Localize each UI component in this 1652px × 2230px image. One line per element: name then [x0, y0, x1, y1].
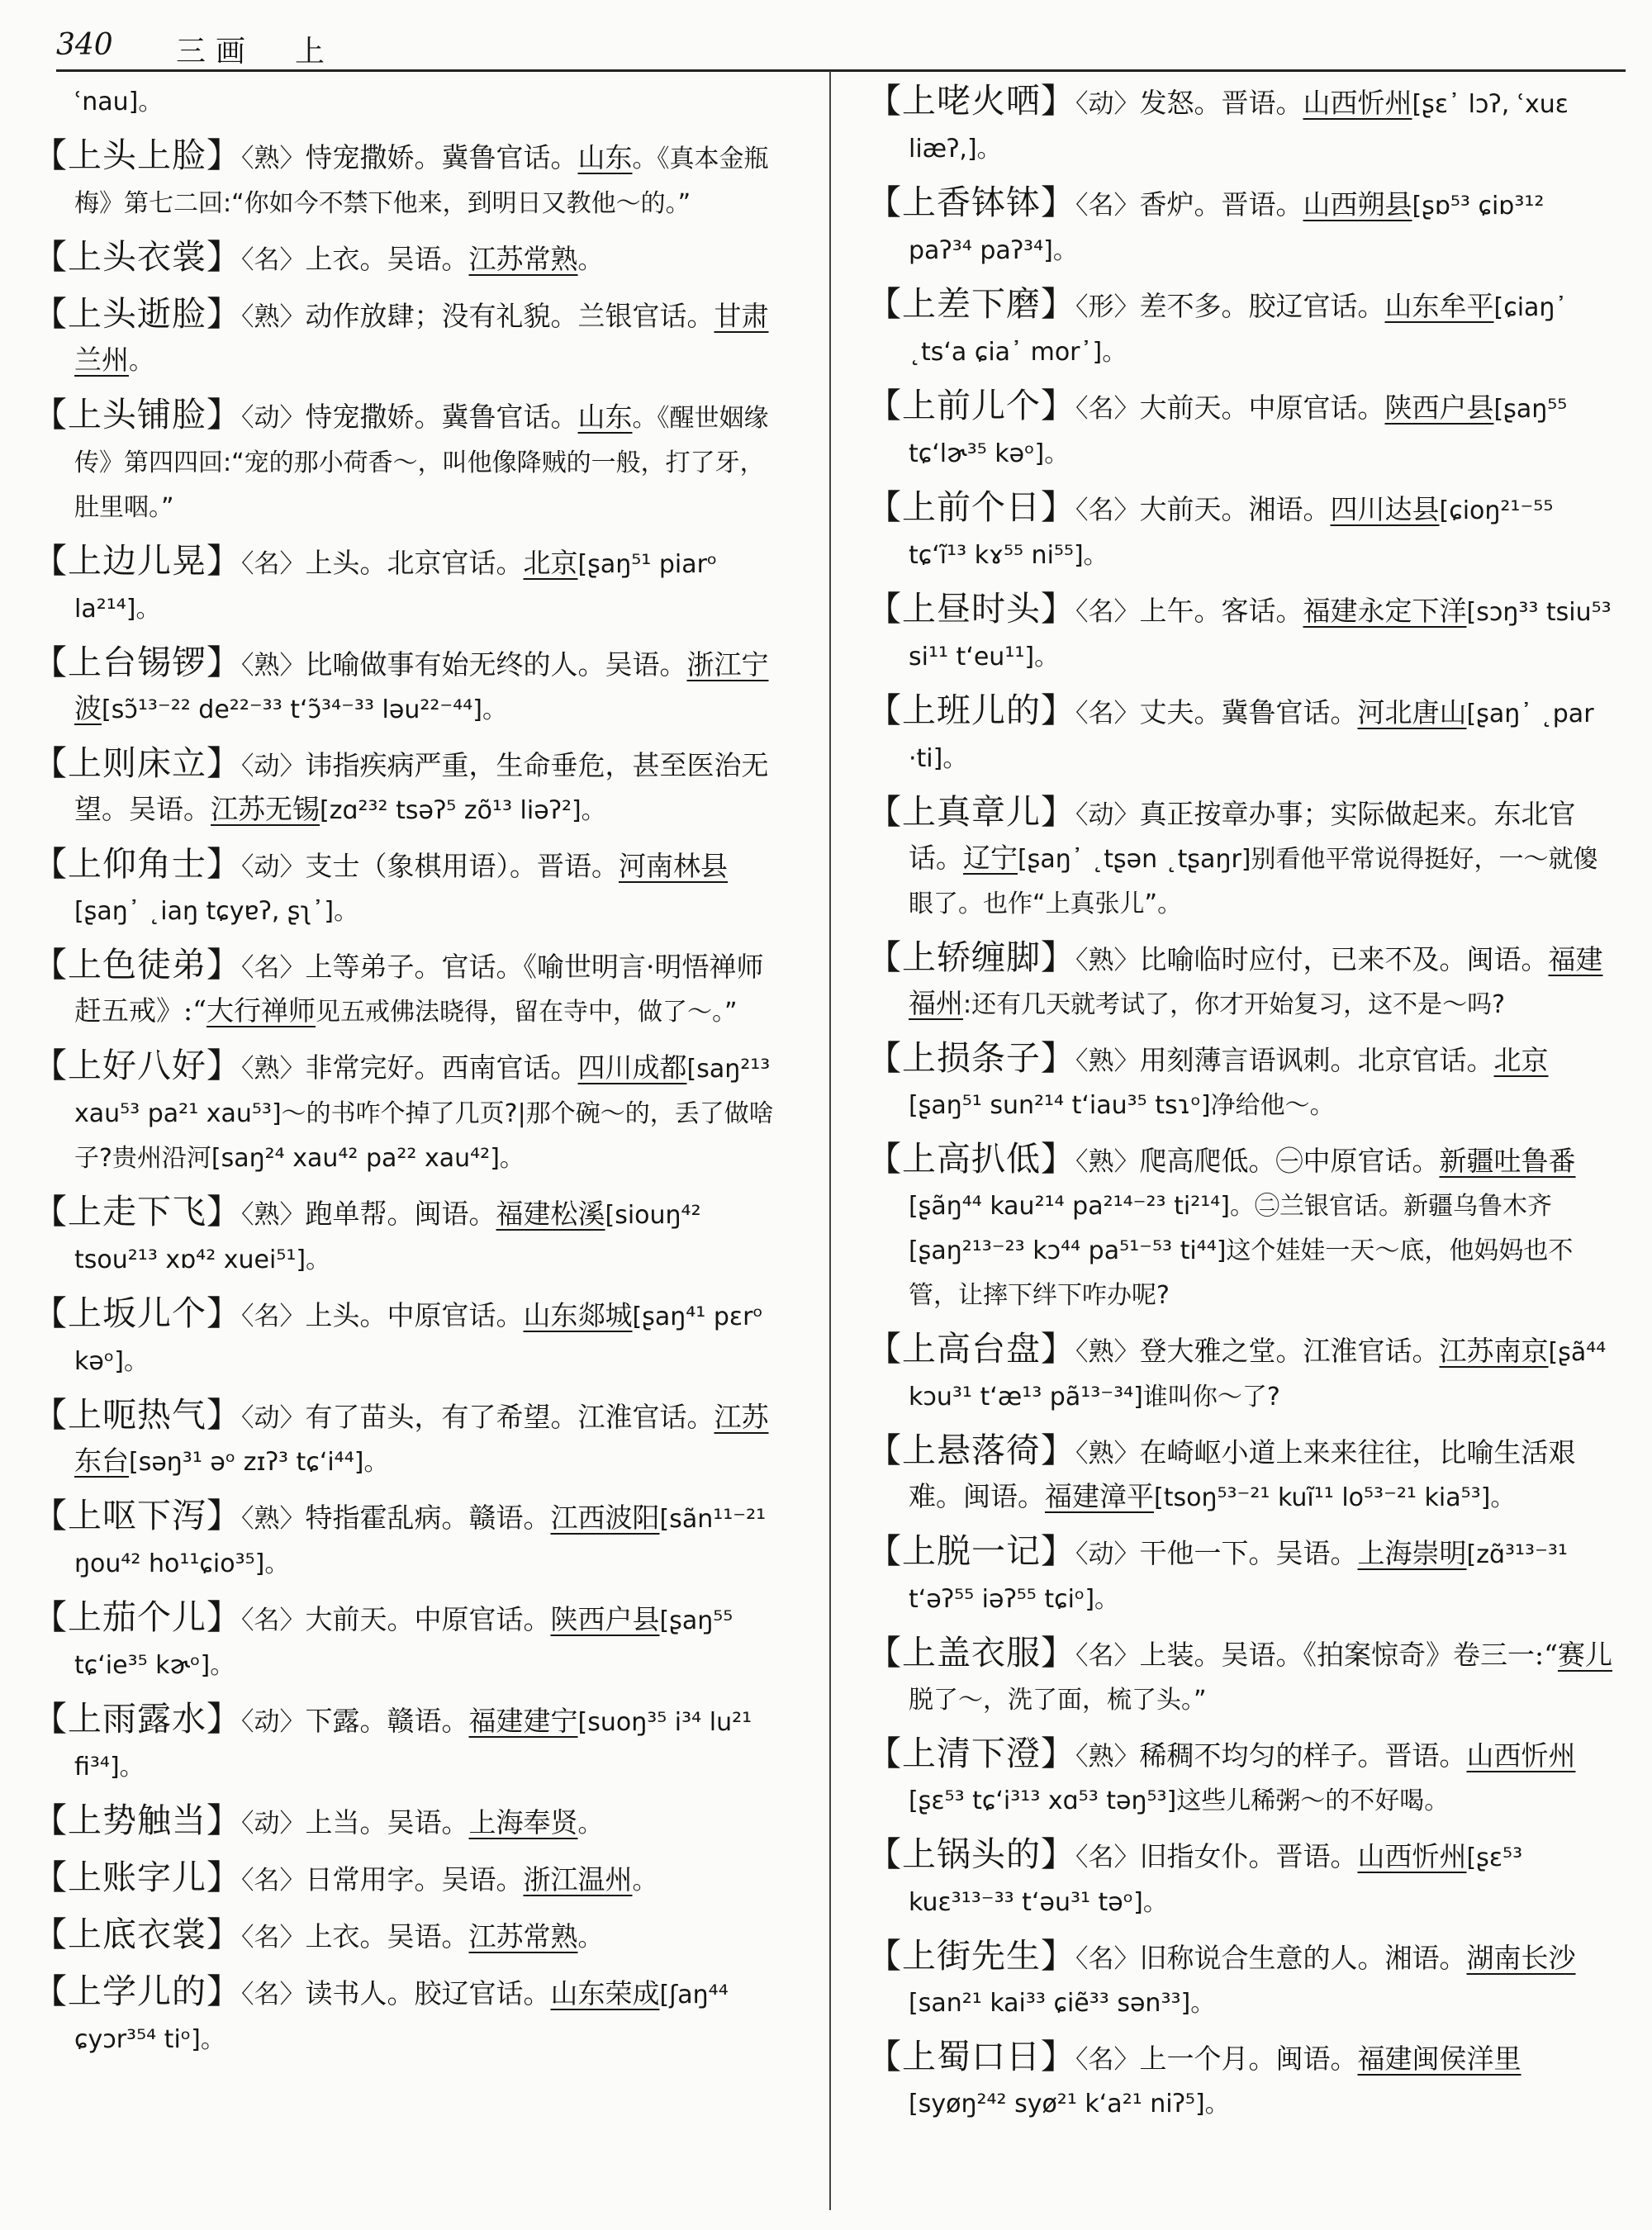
page-number: 340: [56, 28, 113, 62]
dictionary-entry: [33, 1697, 781, 1789]
entry-pos: 〈熟〉: [241, 1054, 306, 1084]
entry-pos: 〈名〉: [1075, 1944, 1140, 1974]
entry-place: 甘肃兰州: [74, 300, 769, 376]
entry-headword: 【上蜀口日】: [867, 2037, 1075, 2076]
entry-definition: 上等弟子。官话。《喻世明言·明悟禅师赶五戒》:“: [74, 951, 764, 1027]
section-title: 三画 上: [176, 35, 335, 69]
entry-pos: 〈动〉: [241, 1403, 306, 1433]
entry-pos: 〈熟〉: [1075, 1742, 1140, 1772]
entry-place: 福建闽侯洋里: [1357, 2043, 1521, 2075]
entry-pos: 〈动〉: [241, 403, 306, 433]
entry-headword: 【上底衣裳】: [33, 1914, 241, 1954]
entry-definition: 讳指疾病严重，生命垂危，甚至医治无望。吴语。: [74, 749, 769, 825]
entry-definition: 动作放肆；没有礼貌。兰银官话。: [305, 300, 714, 332]
entry-place: 山东: [577, 401, 633, 433]
dictionary-entry: [867, 384, 1615, 476]
entry-definition: 上午。客话。: [1139, 595, 1303, 627]
entry-pos: 〈熟〉: [1075, 946, 1140, 975]
entry-pos: 〈熟〉: [1075, 1147, 1140, 1177]
entry-rest: [ʂaŋ᾽ ˛par ·ti]。: [909, 700, 1594, 773]
entry-pos: 〈熟〉: [1075, 1046, 1140, 1076]
dictionary-entry: [867, 689, 1615, 780]
entry-pos: 〈熟〉: [241, 1504, 306, 1534]
entry-rest: 脱了～，洗了面，梳了头。”: [909, 1686, 1207, 1715]
entry-rest: [ʂaŋ⁴¹ pɛrᵒ kəᵒ]。: [74, 1302, 763, 1376]
entry-rest: [ʂaŋ᾽ ˛tʂən ˛tʂaŋr]别看他平常说得挺好，一～就傻眼了。也作“上真张儿”。: [909, 845, 1598, 918]
dictionary-entry: [33, 539, 781, 631]
entry-place: 浙江宁波: [74, 648, 769, 724]
dictionary-entry: [33, 235, 781, 282]
dictionary-entry: [33, 1044, 781, 1180]
left-column: [33, 79, 781, 2071]
entry-definition: 比喻临时应付，已来不及。闽语。: [1139, 943, 1549, 975]
entry-rest: [ʂaŋ⁵¹ piarᵒ la²¹⁴]。: [74, 550, 718, 624]
entry-pos: 〈动〉: [1075, 800, 1140, 830]
dictionary-entry: [33, 292, 781, 383]
entry-pos: 〈名〉: [241, 1866, 306, 1896]
entry-definition: 非常完好。西南官话。: [305, 1051, 578, 1084]
entry-headword: 【上账字儿】: [33, 1858, 241, 1897]
entry-rest: [ʂɛ⁵³ kuɛ³¹³⁻³³ t‘əu³¹ təᵒ]。: [909, 1843, 1523, 1917]
entry-place: 上海崇明: [1357, 1537, 1467, 1569]
entry-definition: 有了苗头，有了希望。江淮官话。: [305, 1401, 714, 1433]
entry-place: 江苏常熟: [468, 1920, 578, 1952]
entry-headword: 【上高台盘】: [867, 1329, 1075, 1369]
entry-pos: 〈名〉: [1075, 699, 1140, 728]
entry-headword: 【上学儿的】: [33, 1971, 241, 2011]
entry-definition: 跑单帮。闽语。: [305, 1198, 496, 1230]
dictionary-entry: [867, 1530, 1615, 1621]
entry-rest: [suoŋ³⁵ i³⁴ lu²¹ fi³⁴]。: [74, 1708, 752, 1782]
entry-definition: 恃宠撒娇。冀鲁官话。: [305, 141, 578, 173]
entry-definition: 特指霍乱病。赣语。: [305, 1502, 551, 1534]
entry-definition: 支士（象棋用语）。晋语。: [305, 850, 619, 882]
entry-pos: 〈熟〉: [1075, 1439, 1140, 1468]
entry-definition: 旧指女仆。晋语。: [1139, 1840, 1358, 1872]
entry-headword: 【上茄个儿】: [33, 1597, 241, 1637]
dictionary-entry: [33, 842, 781, 933]
page-header: [56, 23, 1626, 72]
entry-place: 江苏南京: [1439, 1335, 1549, 1367]
entry-place: 山西忻州: [1466, 1739, 1576, 1772]
entry-headword: 【上台锡锣】: [33, 643, 241, 682]
entry-pos: 〈动〉: [241, 1809, 306, 1839]
entry-place: 上海奉贤: [468, 1806, 578, 1839]
dictionary-entry: [867, 181, 1615, 273]
entry-pos: 〈动〉: [1075, 1540, 1140, 1569]
entry-headword: 【上盖衣服】: [867, 1633, 1075, 1672]
entry-place: 福建松溪: [496, 1198, 605, 1230]
entry-pos: 〈熟〉: [241, 651, 306, 681]
entry-pos: 〈名〉: [241, 1923, 306, 1952]
entry-headword: 【上班儿的】: [867, 690, 1075, 730]
entry-pos: 〈名〉: [1075, 394, 1140, 424]
entry-rest: [ɕioŋ²¹⁻⁵⁵ tɕ‘ĩ¹³ kɤ⁵⁵ ni⁵⁵]。: [909, 496, 1554, 570]
entry-pos: 〈名〉: [1075, 1843, 1140, 1872]
entry-rest: :还有几天就考试了，你才开始复习，这不是～吗?: [963, 990, 1506, 1019]
entry-definition: 登大雅之堂。江淮官话。: [1139, 1335, 1440, 1367]
entry-definition: 读书人。胶辽官话。: [305, 1977, 551, 2009]
entry-rest: [sɔŋ³³ tsiu⁵³ si¹¹ t‘eu¹¹]。: [909, 598, 1612, 671]
entry-definition: 大前天。湘语。: [1139, 493, 1331, 525]
dictionary-entry: [867, 1137, 1615, 1317]
right-column: [867, 79, 1615, 2136]
entry-definition: 用刻薄言语讽刺。北京官话。: [1139, 1044, 1494, 1076]
entry-headword: 【上前儿个】: [867, 386, 1075, 425]
entry-definition: 上衣。吴语。: [305, 243, 469, 275]
entry-headword: 【上昼时头】: [867, 589, 1075, 629]
entry-headword: 【上呕下泻】: [33, 1496, 241, 1535]
entry-rest: [ʂaŋ⁵⁵ tɕ‘lɚ³⁵ kəᵒ]。: [909, 395, 1568, 468]
entry-pos: 〈熟〉: [241, 1200, 306, 1230]
entry-definition: 在崎岖小道上来来往往，比喻生活艰难。闽语。: [909, 1436, 1576, 1512]
entry-place: 辽宁: [963, 842, 1018, 874]
entry-place: 四川达县: [1330, 493, 1440, 525]
entry-rest: [ʂaŋ⁵¹ sun²¹⁴ t‘iau³⁵ tsɿᵒ]净给他～。: [909, 1091, 1335, 1120]
entry-definition: 旧称说合生意的人。湘语。: [1139, 1942, 1467, 1974]
entry-pos: 〈名〉: [241, 953, 306, 983]
entry-rest: [zɑ̃³¹³⁻³¹ t‘əʔ⁵⁵ iəʔ⁵⁵ tɕiᵒ]。: [909, 1540, 1568, 1614]
entry-definition: 上头。北京官话。: [305, 547, 524, 579]
dictionary-entry: [867, 282, 1615, 374]
entry-place: 山东牟平: [1384, 290, 1494, 322]
entry-rest: [sãn¹¹⁻²¹ ŋou⁴² ho¹¹ɕio³⁵]。: [74, 1505, 767, 1578]
dictionary-entry: [33, 1913, 781, 1960]
dictionary-entry: [33, 1393, 781, 1484]
entry-place: 福建漳平: [1045, 1480, 1154, 1512]
entry-place: 四川成都: [577, 1051, 687, 1084]
entry-place: 福建永定下洋: [1303, 595, 1467, 627]
entry-place: 湖南长沙: [1466, 1942, 1576, 1974]
entry-pos: 〈名〉: [1075, 496, 1140, 525]
entry-headword: 【上头逝脸】: [33, 294, 241, 334]
entry-definition: 日常用字。吴语。: [305, 1863, 524, 1896]
entry-rest: [ʂãŋ⁴⁴ kau²¹⁴ pa²¹⁴⁻²³ ti²¹⁴]。㊁兰银官话。新疆乌鲁木齐[ʂaŋ²¹³⁻²³ kɔ⁴⁴ pa⁵¹⁻⁵³ ti⁴⁴]这个娃娃一天～底，他妈妈也不管，让摔下绊下咋办呢?: [909, 1192, 1574, 1310]
entry-place: 山西朔县: [1303, 188, 1412, 221]
entry-definition: 比喻做事有始无终的人。吴语。: [305, 648, 687, 681]
entry-headword: 【上香钵钵】: [867, 183, 1075, 222]
entry-definition: 下露。赣语。: [305, 1705, 469, 1737]
entry-place: 山东荣成: [550, 1977, 660, 2009]
entry-definition: 真正按章办事；实际做起来。东北官话。: [909, 798, 1576, 874]
entry-pos: 〈动〉: [241, 852, 306, 882]
entry-headword: 【上悬落徛】: [867, 1431, 1075, 1470]
dictionary-entry: [867, 1631, 1615, 1722]
entry-headword: 【上好八好】: [33, 1046, 241, 1085]
entry-headword: 【上高扒低】: [867, 1139, 1075, 1179]
entry-pos: 〈动〉: [241, 752, 306, 781]
entry-headword: 【上轿缠脚】: [867, 937, 1075, 977]
entry-place: 江苏无锡: [211, 793, 320, 825]
entry-rest: 。: [577, 1810, 603, 1839]
entry-rest: [ɕiaŋ᾽ ˛ts‘a ɕia᾽ mor᾽]。: [909, 293, 1568, 367]
entry-rest: 。《真本金瓶梅》第七二回:“你如今不禁下他来，到明日又教他～的。”: [74, 145, 769, 218]
entry-rest: [sɔ̃¹³⁻²² de²²⁻³³ t‘ɔ̃³⁴⁻³³ ləu²²⁻⁴⁴]。: [102, 695, 507, 724]
entry-pos: 〈动〉: [1075, 89, 1140, 119]
entry-place: 陕西户县: [1384, 391, 1494, 424]
entry-definition: 大前天。中原官话。: [305, 1603, 551, 1635]
entry-headword: 【上边儿晃】: [33, 541, 241, 581]
entry-pos: 〈熟〉: [1075, 1337, 1140, 1367]
entry-definition: 爬高爬低。㊀中原官话。: [1139, 1145, 1440, 1177]
entry-text: ʿnau]。: [74, 88, 164, 116]
entry-place: 河北唐山: [1357, 696, 1467, 728]
entry-rest: 见五戒佛法晓得，留在寺中，做了～。”: [316, 998, 738, 1027]
entry-headword: 【上势触当】: [33, 1801, 241, 1840]
dictionary-entry: [33, 1970, 781, 2062]
entry-place: 浙江温州: [523, 1863, 633, 1896]
entry-definition: 发怒。晋语。: [1139, 87, 1303, 119]
entry-place: 赛儿: [1558, 1639, 1612, 1671]
dictionary-entry: [33, 1856, 781, 1903]
entry-headword: 【上清下澄】: [867, 1734, 1075, 1773]
entry-place: 陕西户县: [550, 1603, 660, 1635]
dictionary-entry: [33, 1292, 781, 1383]
entry-pos: 〈名〉: [241, 1980, 306, 2009]
entry-place: 江苏常熟: [468, 243, 578, 275]
entry-definition: 香炉。晋语。: [1139, 188, 1303, 221]
dictionary-entry: [867, 1327, 1615, 1419]
entry-place: 北京: [523, 547, 578, 579]
entry-pos: 〈名〉: [1075, 2045, 1140, 2075]
dictionary-entry: [33, 1190, 781, 1282]
dictionary-entry: [867, 2035, 1615, 2126]
entry-pos: 〈名〉: [241, 245, 306, 275]
entry-headword: 【上损条子】: [867, 1038, 1075, 1078]
entry-definition: 上装。吴语。《拍案惊奇》卷三一:“: [1139, 1639, 1558, 1671]
dictionary-entry: [33, 943, 781, 1034]
entry-place: 山西忻州: [1357, 1840, 1467, 1872]
entry-pos: 〈形〉: [1075, 292, 1140, 322]
entry-pos: 〈名〉: [1075, 1641, 1140, 1671]
entry-definition: 差不多。胶辽官话。: [1139, 290, 1385, 322]
dictionary-entry: [867, 1732, 1615, 1823]
entry-rest: [san²¹ kai³³ ɕiẽ³³ sən³³]。: [909, 1989, 1216, 2018]
dictionary-entry: [867, 936, 1615, 1027]
dictionary-entry: [867, 1429, 1615, 1520]
entry-place: 福建建宁: [468, 1705, 578, 1737]
entry-pos: 〈名〉: [241, 1302, 306, 1331]
entry-rest: [zɑ²³² tsəʔ⁵ zõ¹³ liəʔ²]。: [320, 796, 606, 825]
entry-headword: 【上锅头的】: [867, 1834, 1075, 1874]
entry-continuation: [33, 79, 781, 124]
dictionary-entry: [867, 486, 1615, 577]
entry-pos: 〈熟〉: [241, 302, 306, 332]
dictionary-entry: [867, 79, 1615, 171]
entry-place: 山西忻州: [1303, 87, 1412, 119]
entry-rest: 。: [577, 246, 603, 275]
entry-rest: [syøŋ²⁴² syø²¹ k‘a²¹ niʔ⁵]。: [909, 2090, 1230, 2118]
entry-headword: 【上头衣裳】: [33, 237, 241, 277]
entry-rest: [siouŋ⁴² tsou²¹³ xɒ⁴² xuei⁵¹]。: [74, 1201, 701, 1274]
entry-headword: 【上差下磨】: [867, 284, 1075, 324]
entry-headword: 【上真章儿】: [867, 792, 1075, 832]
entry-rest: 。: [632, 1867, 657, 1896]
dictionary-entry: [33, 134, 781, 225]
entry-headword: 【上头铺脸】: [33, 395, 241, 434]
entry-pos: 〈名〉: [1075, 597, 1140, 627]
entry-rest: [ʃaŋ⁴⁴ ɕyɔr³⁵⁴ tiᵒ]。: [74, 1981, 729, 2054]
entry-place: 新疆吐鲁番: [1439, 1145, 1576, 1177]
entry-rest: [tsoŋ⁵³⁻²¹ kuĩ¹¹ lo⁵³⁻²¹ kia⁵³]。: [1154, 1483, 1516, 1512]
dictionary-entry: [867, 1833, 1615, 1924]
entry-pos: 〈熟〉: [241, 144, 306, 173]
entry-headword: 【上街先生】: [867, 1936, 1075, 1976]
dictionary-entry: [33, 742, 781, 833]
entry-headword: 【上色徒弟】: [33, 945, 241, 985]
entry-place: 山东郯城: [523, 1299, 633, 1331]
entry-pos: 〈名〉: [241, 549, 306, 579]
entry-place: 江苏东台: [74, 1401, 769, 1477]
entry-definition: 稀稠不均匀的样子。晋语。: [1139, 1739, 1467, 1772]
entry-definition: 恃宠撒娇。冀鲁官话。: [305, 401, 578, 433]
entry-headword: 【上咾火哂】: [867, 81, 1075, 121]
entry-definition: 丈夫。冀鲁官话。: [1139, 696, 1358, 728]
dictionary-entry: [867, 1934, 1615, 2025]
dictionary-entry: [867, 587, 1615, 679]
entry-definition: 干他一下。吴语。: [1139, 1537, 1358, 1569]
dictionary-entry: [33, 393, 781, 529]
dictionary-entry: [867, 1037, 1615, 1127]
entry-headword: 【上呃热气】: [33, 1395, 241, 1435]
dictionary-entry: [867, 790, 1615, 926]
entry-rest: 。: [577, 1924, 603, 1952]
entry-rest: [səŋ³¹ əᵒ zɪʔ³ tɕ‘i⁴⁴]。: [129, 1448, 389, 1477]
entry-definition: 大前天。中原官话。: [1139, 391, 1385, 424]
entry-headword: 【上头上脸】: [33, 135, 241, 175]
entry-place: 河南林县: [619, 850, 728, 882]
entry-rest: [ʂɛ⁵³ tɕ‘i³¹³ xɑ⁵³ təŋ⁵³]这些儿稀粥～的不好喝。: [909, 1786, 1450, 1815]
entry-headword: 【上走下飞】: [33, 1192, 241, 1231]
entry-place: 大行禅师: [206, 994, 316, 1027]
entry-rest: [ʂaŋ⁵⁵ tɕ‘ie³⁵ kɚᵒ]。: [74, 1606, 733, 1680]
entry-rest: 。: [129, 347, 154, 376]
entry-headword: 【上则床立】: [33, 743, 241, 783]
entry-definition: 上衣。吴语。: [305, 1920, 469, 1952]
entry-headword: 【上坂儿个】: [33, 1293, 241, 1333]
dictionary-entry: [33, 1799, 781, 1846]
entry-headword: 【上仰角士】: [33, 844, 241, 884]
dictionary-entry: [33, 1494, 781, 1586]
entry-headword: 【上脱一记】: [867, 1531, 1075, 1571]
entry-pos: 〈动〉: [241, 1707, 306, 1737]
entry-place: 江西波阳: [550, 1502, 660, 1534]
entry-headword: 【上前个日】: [867, 487, 1075, 527]
entry-rest: [ʂã⁴⁴ kɔu³¹ t‘æ¹³ pã¹³⁻³⁴]谁叫你～了?: [909, 1338, 1607, 1412]
entry-definition: 上一个月。闽语。: [1139, 2043, 1358, 2075]
dictionary-entry: [33, 1596, 781, 1687]
entry-rest: [ʂɛ᾽ lɔʔ, ʿxuɛ liæʔ,]。: [909, 90, 1569, 164]
entry-pos: 〈名〉: [241, 1606, 306, 1635]
entry-pos: 〈名〉: [1075, 191, 1140, 221]
entry-rest: [saŋ²¹³ xau⁵³ pa²¹ xau⁵³]～的书咋个掉了几页?|那个碗～的，丢了做啥子?贵州沿河[saŋ²⁴ xau⁴² pa²² xau⁴²]。: [74, 1055, 774, 1173]
column-divider: [829, 71, 831, 2210]
entry-definition: 上当。吴语。: [305, 1806, 469, 1839]
entry-rest: 。《醒世姻缘传》第四四回:“宠的那小荷香～，叫他像降贼的一般，打了牙，肚里咽。”: [74, 404, 769, 522]
entry-place: 山东: [577, 141, 633, 173]
entry-rest: [ʂɒ⁵³ ɕiɒ³¹² paʔ³⁴ paʔ³⁴]。: [909, 192, 1545, 265]
dictionary-entry: [33, 641, 781, 732]
entry-rest: [ʂaŋ᾽ ˛iaŋ tɕyɐʔ, ʂʅ᾽]。: [74, 897, 359, 926]
entry-definition: 上头。中原官话。: [305, 1299, 524, 1331]
entry-headword: 【上雨露水】: [33, 1699, 241, 1739]
entry-place: 福建福州: [909, 943, 1603, 1019]
entry-place: 北京: [1493, 1044, 1549, 1076]
